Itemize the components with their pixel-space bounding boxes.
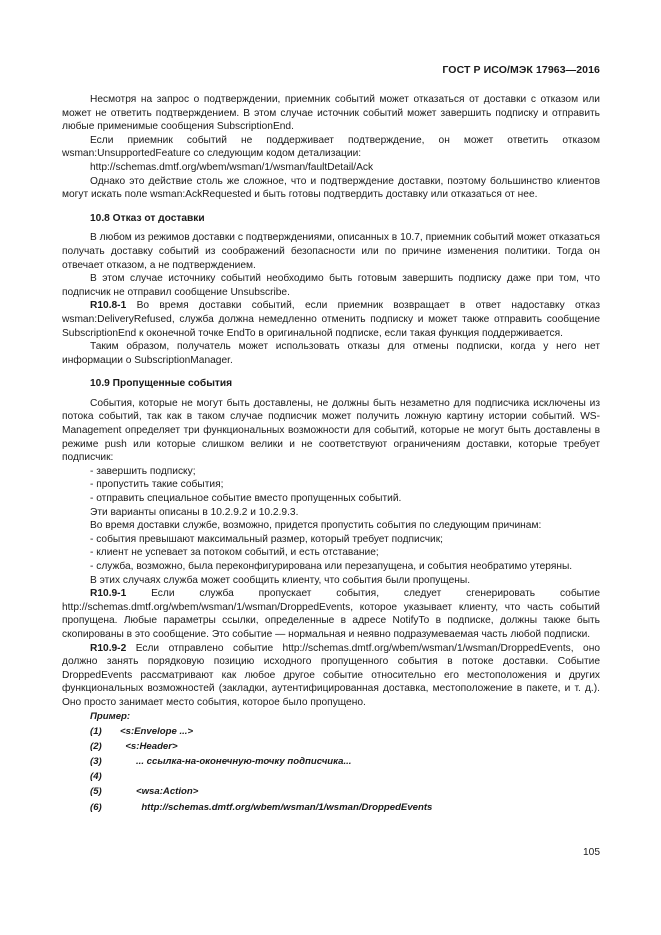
- code-line: [62, 739, 600, 754]
- paragraph: Несмотря на запрос о подтверждении, приемник событий может отказаться от доставки с отказом или может не ответить подтверждением. В этом случае источник событий может завершить подписку и отправить любые применимые сообщения SubscriptionEnd.: [62, 94, 600, 133]
- requirement-text: Если служба пропускает события, следует сгенерировать событие http://schemas.dmtf.org/wbem/wsman/1/wsman/DroppedEvents, которое указывает клиенту, что часть событий пропущена. Любые параметры ссылки, определенные в адресе NotifyTo в подписке, должны также быть скопированы в это сообщение. Это событие — нормальная и неявно подразумеваемая часть любой подписки.: [62, 588, 600, 640]
- page-number: 105: [583, 847, 600, 858]
- list-item: - отправить специальное событие вместо пропущенных событий.: [90, 493, 402, 505]
- section-heading-10-9: 10.9 Пропущенные события: [90, 378, 233, 390]
- requirement-paragraph: [62, 642, 600, 710]
- requirement-text: Во время доставки событий, если приемник возвращает в ответ надоставку отказ wsman:DeliveryRefused, служба должна немедленно отменить подписку и может также отправить сообщение SubscriptionEnd к оконечной точке EndTo в оригинальной подписке, если такая функция поддерживается.: [62, 300, 600, 339]
- requirement-label: R10.9-1: [90, 588, 127, 600]
- line-number: (6): [90, 801, 102, 813]
- code-line: [62, 800, 600, 815]
- list-item: - события превышают максимальный размер, который требует подписчик;: [90, 533, 444, 545]
- paragraph: В этих случаях служба может сообщить клиенту, что события были пропущены.: [90, 574, 471, 586]
- requirement-label: R10.8-1: [90, 300, 127, 312]
- paragraph: Таким образом, получатель может использовать отказы для отмены подписки, когда у него нет информации о SubscriptionManager.: [62, 341, 600, 366]
- line-number: (3): [90, 755, 102, 767]
- example-label: Пример:: [90, 710, 131, 722]
- paragraph: Однако это действие столь же сложное, что и подтверждение доставки, поэтому большинство клиентов могут искать поле wsman:AckRequested и быть готовы подтвердить доставку или отказаться от нее.: [62, 175, 600, 201]
- line-number: (4): [90, 771, 102, 783]
- document-header: ГОСТ Р ИСО/МЭК 17963—2016: [442, 64, 600, 76]
- code-text: <wsa:Action>: [120, 786, 199, 798]
- document-body: [62, 93, 600, 815]
- line-number: (2): [90, 740, 102, 752]
- code-text: http://schemas.dmtf.org/wbem/wsman/1/wsman/DroppedEvents: [120, 801, 433, 813]
- code-text: <s:Header>: [120, 740, 178, 752]
- list-item: - завершить подписку;: [90, 465, 196, 477]
- code-line: [62, 784, 600, 799]
- list-item: - пропустить такие события;: [90, 479, 224, 491]
- code-line: [62, 724, 600, 739]
- requirement-paragraph: [62, 587, 600, 641]
- list-item: - клиент не успевает за потоком событий, и есть отставание;: [90, 547, 379, 559]
- paragraph: Во время доставки службе, возможно, придется пропустить события по следующим причинам:: [90, 520, 542, 532]
- paragraph: Если приемник событий не поддерживает подтверждение, он может ответить отказом wsman:UnsupportedFeature со следующим кодом детализации:: [62, 134, 600, 160]
- paragraph: Эти варианты описаны в 10.2.9.2 и 10.2.9.3.: [90, 506, 299, 518]
- code-line: [62, 769, 600, 784]
- code-line: [62, 754, 600, 769]
- paragraph: В этом случае источнику событий необходимо быть готовым завершить подписку даже при том, что подписчик не отправил сообщение Unsubscribe.: [62, 273, 600, 298]
- line-number: (5): [90, 786, 102, 798]
- requirement-paragraph: [62, 299, 600, 340]
- paragraph: В любом из режимов доставки с подтверждениями, описанных в 10.7, приемник событий может отказаться получать доставку событий из соображений безопасности или по причине изменения политики. Тогда он отвечает отказом, а не подтверждением.: [62, 232, 600, 271]
- url-line: http://schemas.dmtf.org/wbem/wsman/1/wsman/faultDetail/Ack: [90, 161, 374, 173]
- paragraph: События, которые не могут быть доставлены, не должны быть незаметно для подписчика исключены из потока событий, так как в таком случае подписчик может получить ложную картину истории событий. WS-Management определяет три функциональных возможности для событий, которые не могут быть доставлены в режиме push или которые слишком велики и не соответствуют ограничениям доставки, которые требует подписчик:: [62, 397, 600, 464]
- line-number: (1): [90, 725, 102, 737]
- example-code: [62, 724, 600, 815]
- code-text: <s:Envelope ...>: [120, 725, 194, 737]
- requirement-text: Если отправлено событие http://schemas.dmtf.org/wbem/wsman/1/wsman/DroppedEvents, оно должно занять порядковую позицию исходного пропущенного события в потоке доставки. Событие DroppedEvents рассматривают как любое другое событие относительно его местоположения и других функциональных возможностей (закладки, аутентифицированная доставка, местоположение в пакете, и т. д.). Оно просто занимает место события, которое было пропущено.: [62, 642, 600, 708]
- code-text: ... ссылка-на-оконечную-точку подписчика...: [120, 755, 352, 767]
- requirement-label: R10.9-2: [90, 642, 127, 654]
- list-item: - служба, возможно, была переконфигурирована или перезапущена, и события необратимо утеряны.: [90, 561, 573, 572]
- section-heading-10-8: 10.8 Отказ от доставки: [90, 212, 205, 224]
